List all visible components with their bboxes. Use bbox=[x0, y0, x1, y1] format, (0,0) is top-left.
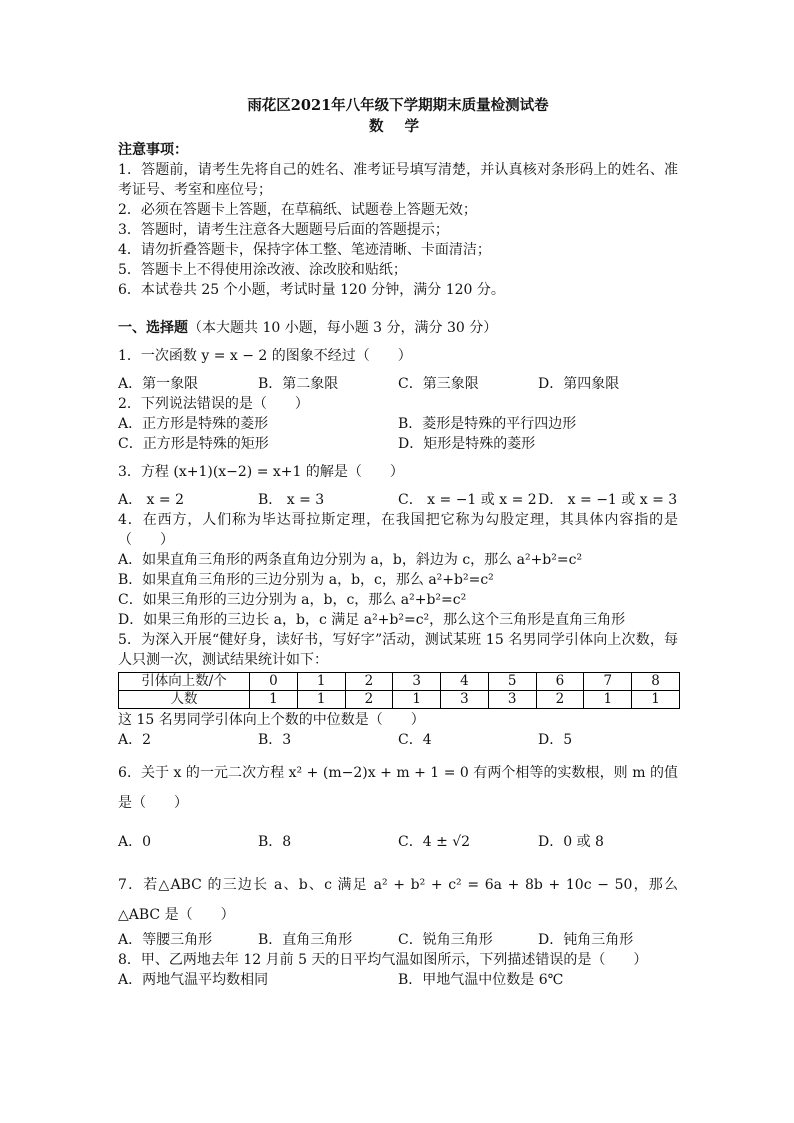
table-row bbox=[119, 673, 680, 691]
note-item: 6．本试卷共 25 个小题，考试时量 120 分钟，满分 120 分。 bbox=[118, 282, 505, 298]
table-cell: 3 bbox=[441, 691, 489, 709]
option-b: B． x = 3 bbox=[258, 492, 325, 508]
section-hint: （本大题共 10 小题，每小题 3 分，满分 30 分） bbox=[188, 320, 498, 336]
option-d: D．5 bbox=[538, 732, 573, 748]
exam-subject: 数 学 bbox=[368, 118, 428, 135]
option-b: B．菱形是特殊的平行四边形 bbox=[398, 416, 577, 432]
table-cell: 3 bbox=[393, 673, 441, 691]
question-7-stem: 7．若△ABC 的三边长 a、b、c 满足 a² + b² + c² = 6a + 8b + 10c − 50，那么△ABC 是（ ） bbox=[118, 877, 678, 923]
note-item: 1．答题前，请考生先将自己的姓名、准考证号填写清楚，并认真核对条形码上的姓名、准考证号、考室和座位号； bbox=[118, 162, 678, 198]
question-5-followup: 这 15 名男同学引体向上个数的中位数是（ ） bbox=[118, 712, 425, 728]
pullup-table bbox=[118, 672, 680, 709]
option-a: A．第一象限 bbox=[118, 376, 199, 392]
option-d: D．如果三角形的三边长 a，b，c 满足 a²+b²=c²，那么这个三角形是直角三角形 bbox=[118, 612, 626, 628]
question-5-options bbox=[118, 730, 678, 750]
option-b: B．甲地气温中位数是 6℃ bbox=[398, 972, 564, 988]
note-item: 5．答题卡上不得使用涂改液、涂改胶和贴纸； bbox=[118, 262, 407, 278]
question-4-stem: 4．在西方，人们称为毕达哥拉斯定理，在我国把它称为勾股定理，其具体内容指的是（ ） bbox=[118, 512, 678, 548]
option-c: C． x = −1 或 x = 2 bbox=[398, 492, 537, 508]
option-b: B．直角三角形 bbox=[258, 932, 353, 948]
table-cell: 2 bbox=[536, 691, 584, 709]
option-d: D．第四象限 bbox=[538, 376, 620, 392]
table-cell: 2 bbox=[345, 691, 393, 709]
question-8-stem: 8．甲、乙两地去年 12 月前 5 天的日平均气温如图所示，下列描述错误的是（ ） bbox=[118, 952, 648, 968]
question-2-options-row2 bbox=[118, 434, 678, 454]
option-a: A． x = 2 bbox=[118, 492, 184, 508]
notes-heading: 注意事项： bbox=[118, 142, 188, 158]
note-item: 2．必须在答题卡上答题，在草稿纸、试题卷上答题无效； bbox=[118, 202, 477, 218]
option-a: A．如果直角三角形的两条直角边分别为 a，b，斜边为 c，那么 a²+b²=c² bbox=[118, 552, 583, 568]
option-c: C．锐角三角形 bbox=[398, 932, 493, 948]
table-cell: 8 bbox=[632, 673, 680, 691]
question-2-stem: 2．下列说法错误的是（ ） bbox=[118, 396, 309, 412]
question-7-options bbox=[118, 930, 678, 950]
table-row bbox=[119, 691, 680, 709]
question-3-stem: 3．方程 (x+1)(x−2) = x+1 的解是（ ） bbox=[118, 464, 404, 480]
table-row-label: 引体向上数/个 bbox=[119, 673, 250, 691]
question-2-options-row1 bbox=[118, 414, 678, 434]
exam-title: 雨花区2021年八年级下学期期末质量检测试卷 bbox=[247, 97, 549, 114]
table-cell: 1 bbox=[297, 691, 345, 709]
table-cell: 0 bbox=[250, 673, 298, 691]
table-cell: 5 bbox=[488, 673, 536, 691]
option-c: C．4 bbox=[398, 732, 432, 748]
table-cell: 2 bbox=[345, 673, 393, 691]
question-3-options bbox=[118, 490, 678, 510]
table-cell: 7 bbox=[584, 673, 632, 691]
table-cell: 1 bbox=[250, 691, 298, 709]
question-1-stem: 1．一次函数 y = x − 2 的图象不经过（ ） bbox=[118, 348, 412, 364]
table-cell: 6 bbox=[536, 673, 584, 691]
option-b: B．8 bbox=[258, 834, 292, 850]
table-cell: 3 bbox=[488, 691, 536, 709]
exam-page bbox=[118, 96, 678, 990]
note-item: 3．答题时，请考生注意各大题题号后面的答题提示； bbox=[118, 222, 449, 238]
option-d: D．钝角三角形 bbox=[538, 932, 634, 948]
section-title: 一、选择题 bbox=[118, 320, 188, 336]
table-cell: 1 bbox=[632, 691, 680, 709]
option-c: C．第三象限 bbox=[398, 376, 479, 392]
option-d: D． x = −1 或 x = 3 bbox=[538, 492, 678, 508]
question-6-options bbox=[118, 832, 678, 852]
question-5-stem: 5．为深入开展“健好身，读好书，写好字”活动，测试某班 15 名男同学引体向上次数，每人只测一次，测试结果统计如下： bbox=[118, 632, 678, 668]
option-a: A．0 bbox=[118, 834, 152, 850]
section-heading bbox=[118, 318, 678, 338]
option-a: A．等腰三角形 bbox=[118, 932, 213, 948]
option-d: D．0 或 8 bbox=[538, 834, 604, 850]
option-c: C．如果三角形的三边分别为 a，b，c，那么 a²+b²=c² bbox=[118, 592, 467, 608]
question-6-stem: 6．关于 x 的一元二次方程 x² + (m−2)x + m + 1 = 0 有两个相等的实数根，则 m 的值是（ ） bbox=[118, 765, 678, 811]
option-b: B．如果直角三角形的三边分别为 a，b，c，那么 a²+b²=c² bbox=[118, 572, 494, 588]
table-cell: 1 bbox=[393, 691, 441, 709]
option-b: B．第二象限 bbox=[258, 376, 339, 392]
option-a: A．正方形是特殊的菱形 bbox=[118, 416, 269, 432]
option-c: C．正方形是特殊的矩形 bbox=[118, 436, 269, 452]
option-c: C．4 ± √2 bbox=[398, 834, 471, 850]
note-item: 4．请勿折叠答题卡，保持字体工整、笔迹清晰、卡面清洁； bbox=[118, 242, 491, 258]
question-1-options bbox=[118, 374, 678, 394]
table-cell: 1 bbox=[297, 673, 345, 691]
table-cell: 4 bbox=[441, 673, 489, 691]
question-8-options bbox=[118, 970, 678, 990]
table-cell: 1 bbox=[584, 691, 632, 709]
option-d: D．矩形是特殊的菱形 bbox=[398, 436, 536, 452]
table-row-label: 人数 bbox=[119, 691, 250, 709]
option-b: B．3 bbox=[258, 732, 292, 748]
option-a: A．2 bbox=[118, 732, 152, 748]
option-a: A．两地气温平均数相同 bbox=[118, 972, 269, 988]
